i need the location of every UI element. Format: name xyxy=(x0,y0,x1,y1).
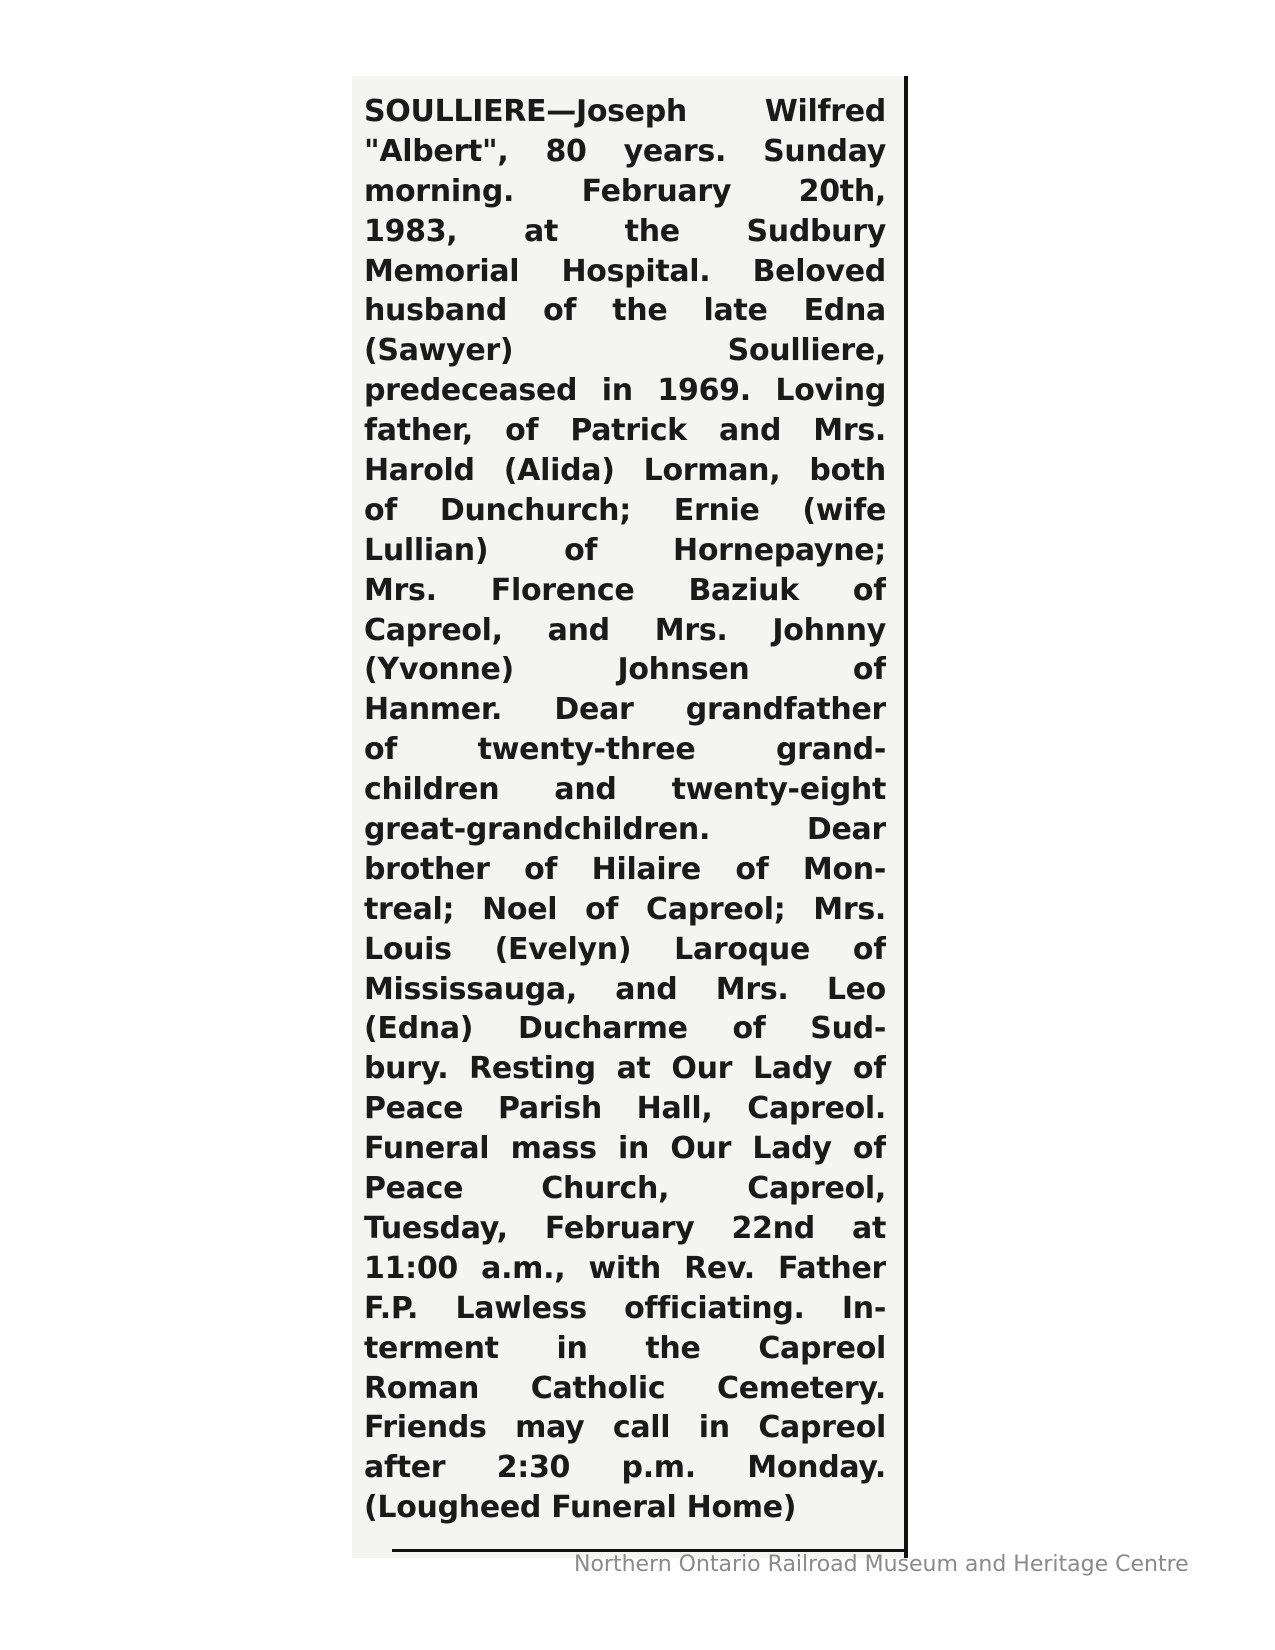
obituary-text xyxy=(364,92,886,1528)
obituary-line: great-grandchildren. Dear xyxy=(364,812,886,848)
obituary-line: Hanmer. Dear grandfather xyxy=(364,692,886,728)
obituary-line: after 2:30 p.m. Monday. xyxy=(364,1450,886,1486)
obituary-line: F.P. Lawless officiating. In- xyxy=(364,1290,886,1326)
obituary-line: "Albert", 80 years. Sunday xyxy=(364,133,886,169)
obituary-line: (Lougheed Funeral Home) xyxy=(364,1490,797,1526)
obituary-line: treal; Noel of Capreol; Mrs. xyxy=(364,891,886,927)
obituary-line: Lullian) of Hornepayne; xyxy=(364,532,886,568)
watermark-text: Northern Ontario Railroad Museum and Heritage Centre xyxy=(574,1552,1189,1577)
obituary-line: Mississauga, and Mrs. Leo xyxy=(364,971,886,1007)
column-rule-right xyxy=(904,76,908,1558)
obituary-line: Peace Parish Hall, Capreol. xyxy=(364,1091,886,1127)
obituary-line: Friends may call in Capreol xyxy=(364,1410,886,1446)
obituary-line: Funeral mass in Our Lady of xyxy=(364,1131,886,1167)
obituary-line: of twenty-three grand- xyxy=(364,732,886,768)
obituary-line: terment in the Capreol xyxy=(364,1330,886,1366)
obituary-line: (Yvonne) Johnsen of xyxy=(364,652,886,688)
obituary-line: (Edna) Ducharme of Sud- xyxy=(364,1011,886,1047)
newspaper-clipping xyxy=(352,76,908,1558)
obituary-line: husband of the late Edna xyxy=(364,293,886,329)
obituary-line: 11:00 a.m., with Rev. Father xyxy=(364,1250,886,1286)
obituary-line: morning. February 20th, xyxy=(364,173,886,209)
obituary-line: SOULLIERE—Joseph Wilfred xyxy=(364,94,886,129)
obituary-line: Roman Catholic Cemetery. xyxy=(364,1370,886,1406)
obituary-line: Memorial Hospital. Beloved xyxy=(364,253,886,289)
obituary-line: children and twenty-eight xyxy=(364,772,886,808)
obituary-line: bury. Resting at Our Lady of xyxy=(364,1051,886,1087)
obituary-line: Mrs. Florence Baziuk of xyxy=(364,572,886,608)
obituary-line: (Sawyer) Soulliere, xyxy=(364,333,886,369)
obituary-line: father, of Patrick and Mrs. xyxy=(364,413,886,449)
obituary-line: of Dunchurch; Ernie (wife xyxy=(364,492,886,528)
obituary-line: Capreol, and Mrs. Johnny xyxy=(364,612,886,648)
obituary-line: 1983, at the Sudbury xyxy=(364,213,886,249)
obituary-line: Harold (Alida) Lorman, both xyxy=(364,453,886,489)
obituary-line: predeceased in 1969. Loving xyxy=(364,373,886,409)
obituary-line: brother of Hilaire of Mon- xyxy=(364,851,886,887)
obituary-line: Peace Church, Capreol, xyxy=(364,1171,886,1207)
obituary-line: Tuesday, February 22nd at xyxy=(364,1210,886,1246)
obituary-line: Louis (Evelyn) Laroque of xyxy=(364,931,886,967)
